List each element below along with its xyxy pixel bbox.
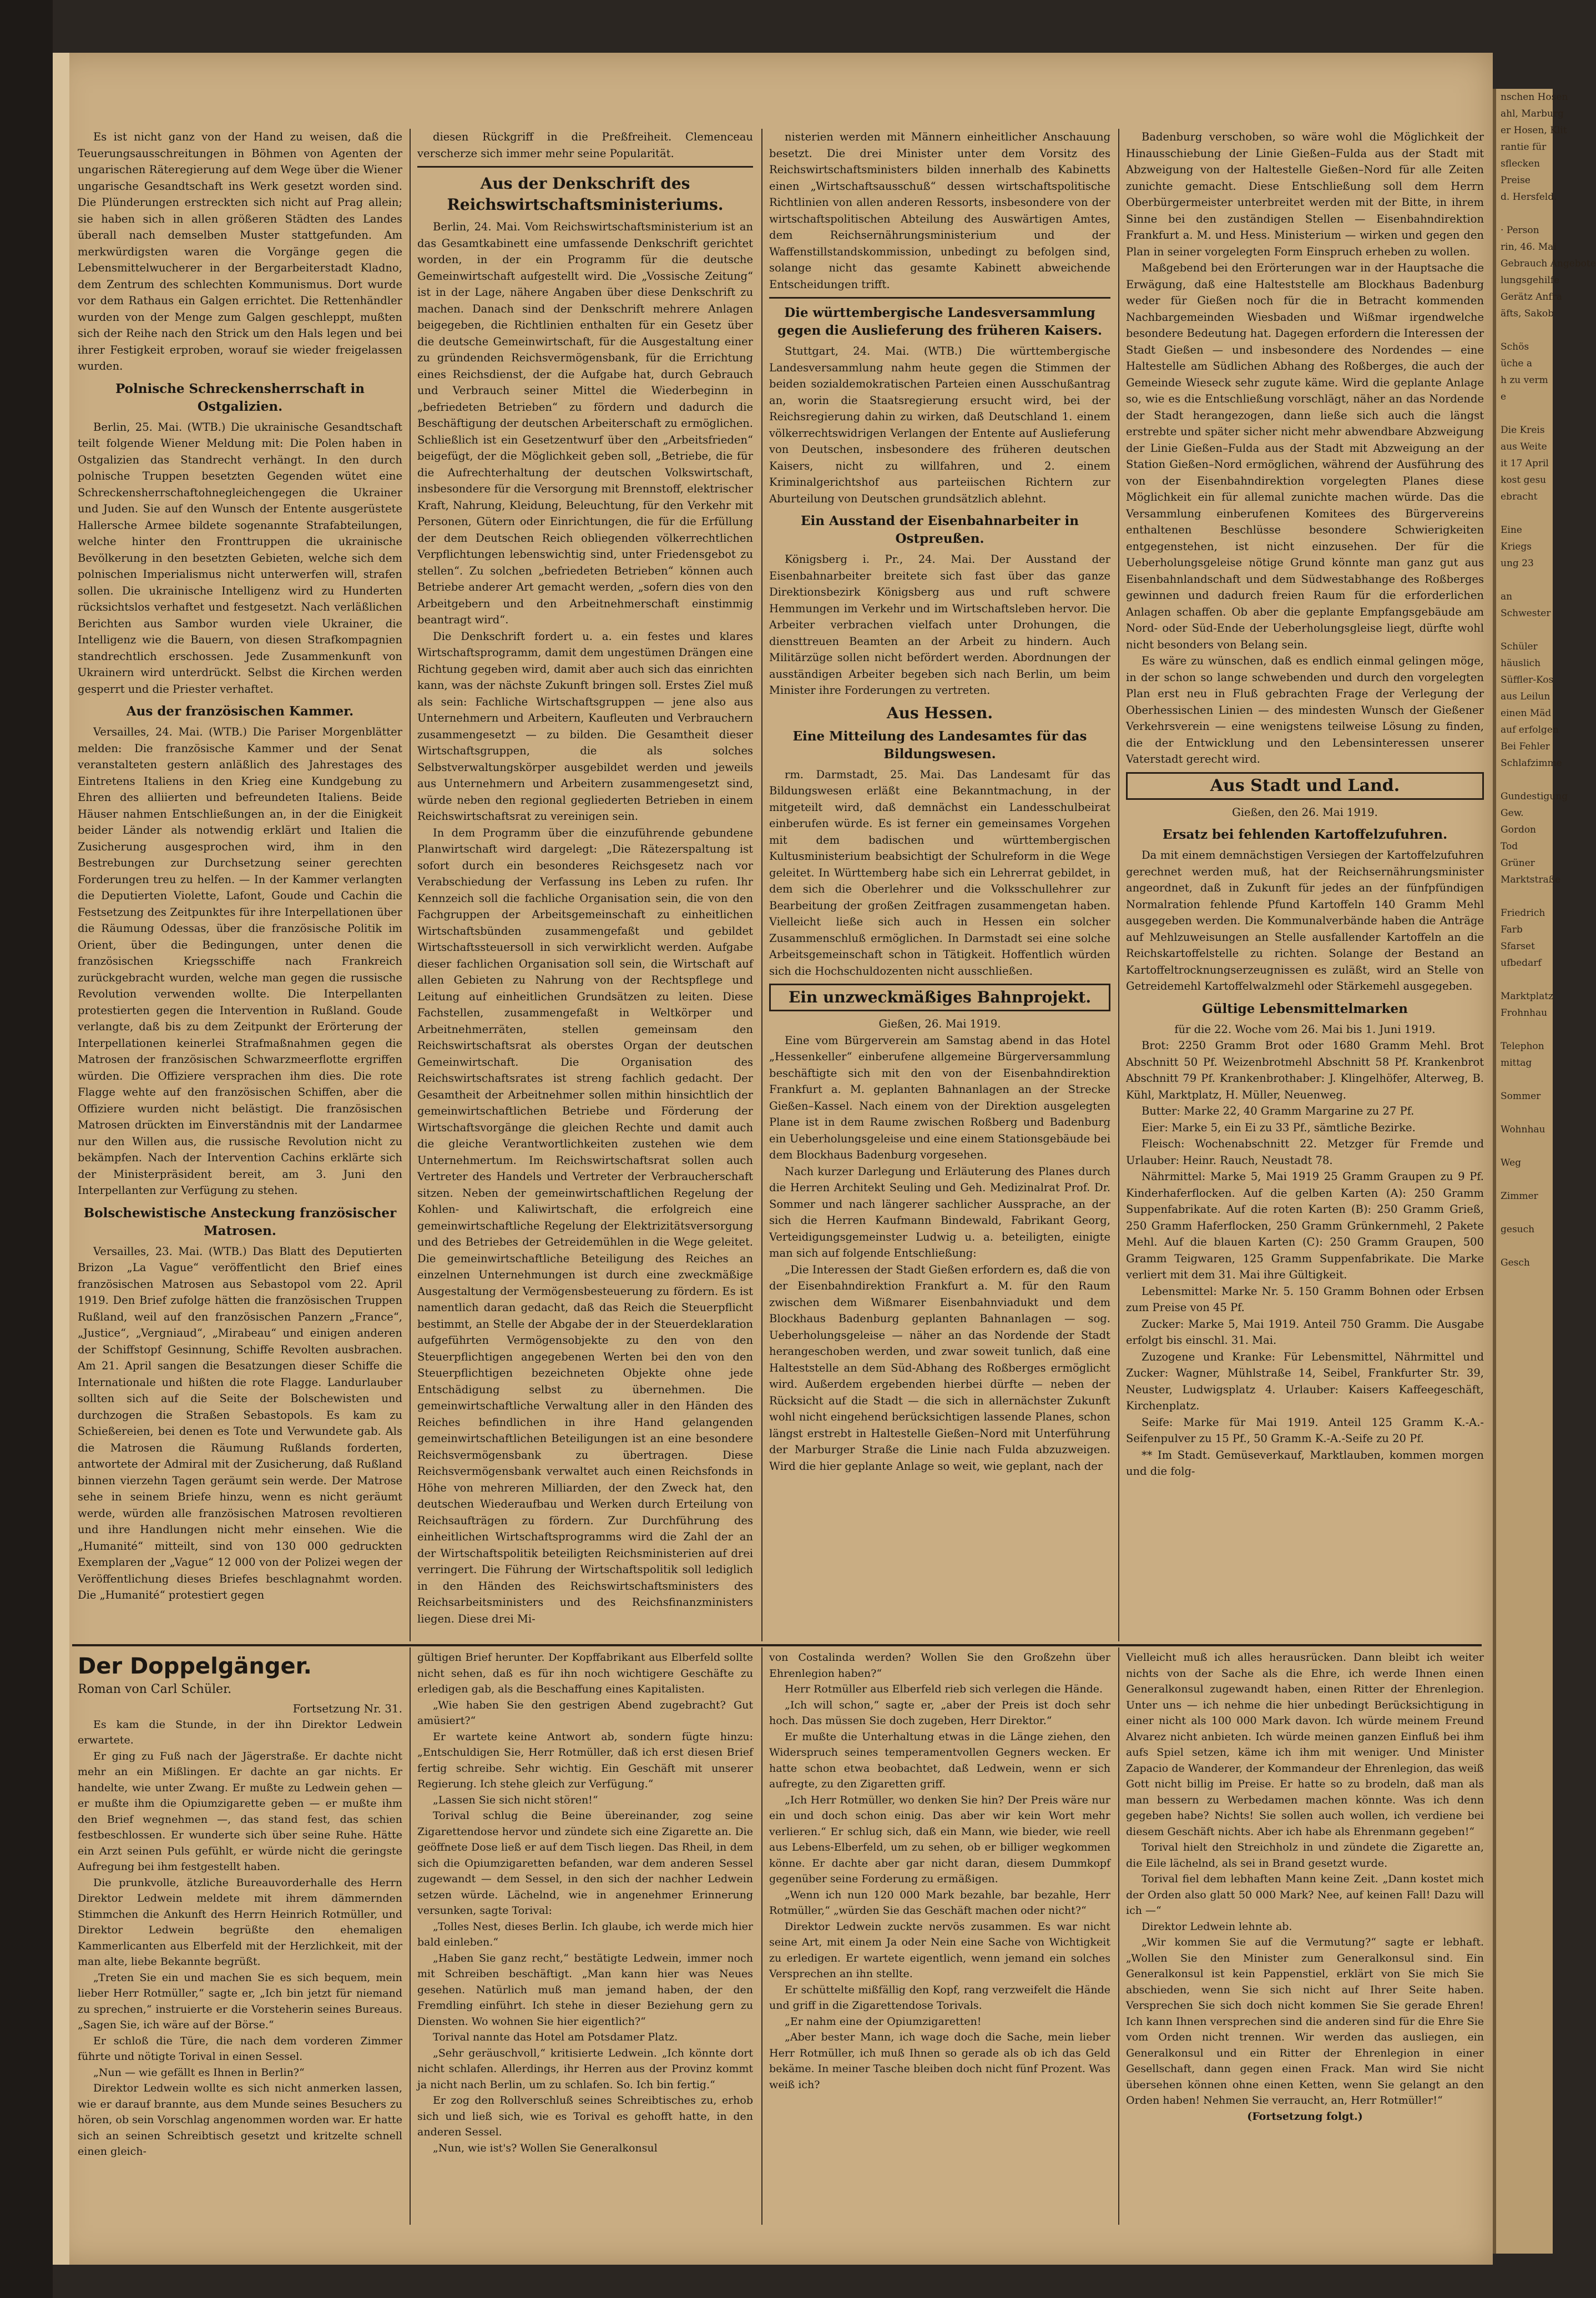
adjacent-page-line: Gebrauch Angebote — [1501, 258, 1596, 269]
adjacent-page-line — [1496, 1138, 1553, 1155]
article-text: Seife: Marke für Mai 1919. Anteil 125 Gramm K.-A.-Seifenpulver zu 15 Pf., 50 Gramm K.-A.-Seife zu 20 Pf. — [1126, 1415, 1484, 1445]
feuilleton-text: Die prunkvolle, ätzliche Bureauvorderhalle des Herrn Direktor Ledwein meldete mit ihrem dämmernden Stimmchen die Ankunft des Herrn Heinrich Rotmüller, und Direktor Ledwein begrüßte den ehemaligen Kammerlicanten aus Elberfeld mit der Herzlichkeit, mit der man alte, liebe Bekannte begrüßt. — [78, 1876, 402, 1968]
adjacent-page-line: Gesch — [1501, 1257, 1530, 1268]
feuilleton-text: „Nun — wie gefällt es Ihnen in Berlin?“ — [93, 2066, 305, 2079]
adjacent-page-line — [1496, 1105, 1553, 1121]
adjacent-page-line — [1496, 205, 1553, 222]
adjacent-page-line: nschen Hosen — [1501, 92, 1568, 103]
adjacent-page-line: einen Mäd — [1501, 708, 1552, 719]
article-text: Berlin, 25. Mai. (WTB.) Die ukrainische Gesandtschaft teilt folgende Wiener Meldung mit: Die Polen haben in Ostgalizien das Standrecht verhängt. In den durch polnische Truppen besetzten Gegenden wütet eine Schreckensherrschaftohnegleichengegen die Ukrainer und Juden. Sie auf den Wunsch der Entente ausgerüstete Hallersche Armee bildete sogenannte Strafabteilungen, welche hinter den Fronttruppen die ukrainische Bevölkerung in den besetzten Gebieten, welche sich dem polnischen Imperialismus nicht unterwerfen will, strafen sollen. Die ukrainische Intelligenz wird zu Hunderten rücksichtslos verhaftet und festgesetzt. Nach verläßlichen Berichten aus Sambor wurden viele Ukrainer, die Intelligenz wie die Bauern, von diesen Strafkompagnien standrechtlich erschossen. Jede Zusammenkunft von Ukrainern wird unterdrückt. Selbst die Kirchen werden gesperrt und die Priester verhaftet. — [78, 420, 402, 696]
feuilleton-column-1 — [78, 1650, 402, 2227]
adjacent-page-line: Marktplatz — [1501, 991, 1554, 1002]
feuilleton-text: „Wir kommen Sie auf die Vermutung?“ sagte er lebhaft. „Wollen Sie den Minister zum Generalkonsul sind. Ein Generalkonsul ist kein Pappenstiel, erklärt von Sie mich Sie abschieden, wenn Sie sich nicht auf Ihrer Seite haben. Versprechen Sie sich doch nicht kommen Sie Sie gerade Ehren! Ich kann Ihnen versprechen sind die anderen sind für die Ehre Sie vom Orden nicht trennen. Wir werden das ausliegen, ein Generalkonsul und ein Ritter der Ehrenlegion in einer Gesellschaft, dann gegen einen Frack. Man wird Sie nicht übersehen können ohne einen Ketten, wenn Sie gelangt an den Orden haben! Nehmen Sie verraucht, an, Herr Rotmüller!“ — [1126, 1936, 1484, 2106]
article-text: Es wäre zu wünschen, daß es endlich einmal gelingen möge, in der schon so lange schwebenden und durch den vorgelegten Plan erst neu in Fluß gebrachten Frage der Verlegung der Oberhessischen Linien — des mindesten Wunsch der Gießener Verkehrsverein — eine wenigstens teilweise Lösung zu finden, die der Entwicklung und den Lebensinteressen unserer Vaterstadt gerecht wird. — [1126, 654, 1484, 765]
adjacent-page-line: äfts, Sakob — [1501, 308, 1554, 319]
article-heading: Polnische Schreckensherrschaft in Ostgalizien. — [115, 381, 365, 414]
adjacent-page-line: Gerätz Anfra — [1501, 291, 1562, 303]
feuilleton-column-rule-1 — [410, 1647, 411, 2225]
feuilleton-text: „Sehr geräuschvoll,“ kritisierte Ledwein. „Ich könnte dort nicht schlafen. Allerdings, ihr Herren aus der Provinz kommt ja nicht nach Berlin, um zu schlafen. So. Ich bin fertig.“ — [417, 2047, 753, 2091]
adjacent-page-line: Schlafzimme — [1501, 758, 1562, 769]
feuilleton-text: „Lassen Sie sich nicht stören!“ — [433, 1793, 598, 1806]
article-text: Königsberg i. Pr., 24. Mai. Der Ausstand der Eisenbahnarbeiter breitete sich fast über das ganze Direktionsbezirk Königsberg aus und ruft schwere Hemmungen im Verkehr und im Wirtschaftsleben hervor. Die Arbeiter verbrachen vielfach unter Drohungen, die diensttreuen Beamten an der Arbeit zu hindern. Auch Militärzüge sollen nicht befördert werden. Abordnungen der ausständigen Arbeiter begeben sich nach Berlin, um beim Minister ihre Forderungen zu vertreten. — [769, 553, 1110, 697]
adjacent-page-line: aus Weite — [1501, 441, 1547, 452]
feuilleton-text: „Tolles Nest, dieses Berlin. Ich glaube, ich werde mich hier bald einleben.“ — [417, 1920, 753, 1948]
article-text: Eine vom Bürgerverein am Samstag abend in das Hotel „Hessenkeller“ einberufene allgemeine Bürgerversammlung beschäftigte sich mit den von der Eisenbahndirektion Frankfurt a. M. geplanten Bahnanlagen an der Strecke Gießen–Kassel. Nach einem von der Direktion ausgelegten Plane ist in dem Raume zwischen Roßberg und Badenburg ein Ueberholungsgeleise und eine einem Stationsgebäude bei dem Blockhaus Badenburg vorgesehen. — [769, 1034, 1110, 1161]
column-2 — [417, 129, 753, 1641]
feuilleton-text: „Wenn ich nun 120 000 Mark bezahle, bar bezahle, Herr Rotmüller,“ „würden Sie das Geschäft machen oder nicht?“ — [769, 1888, 1110, 1917]
feuilleton-text: gültigen Brief herunter. Der Kopffabrikant aus Elberfeld sollte nicht sehen, daß es für ihn noch wichtigere Geschäfte zu erledigen gab, als die Beschaffung eines Kapitalisten. — [417, 1651, 753, 1695]
adjacent-page-line: · Person — [1501, 225, 1539, 236]
feuilleton-text: „Ich will schon,“ sagte er, „aber der Preis ist doch sehr hoch. Das müssen Sie doch zugeben, Herr Direktor.“ — [769, 1699, 1110, 1727]
adjacent-page-line: d. Hersfeld. — [1501, 192, 1557, 203]
adjacent-page-line: Frohnhau — [1501, 1007, 1548, 1019]
adjacent-page-line: ung 23 — [1501, 558, 1534, 569]
article-text: Es ist nicht ganz von der Hand zu weisen, daß die Teuerungsausschreitungen in Böhmen von Agenten der ungarischen Räteregierung auf dem Wege über die Wiener ungarische Gesandtschaft ins Werk gesetzt worden sind. Die Plünderungen erstreckten sich nicht auf Prag allein; sie haben sich in allen größeren Städten des Landes überall nach demselben Muster stattgefunden. Am merkwürdigsten waren die Vorgänge gegen die Lebensmittelwucherer in der Bergarbeiterstadt Kladno, dem Zentrum des schlechten Kommunismus. Dort wurde vor dem Rathaus ein Galgen errichtet. Die Rettenhändler wurden von der Menge zum Galgen geschleppt, mußten sich der Reihe nach den Strick um den Hals legen und bei ihrer Festigkeit erproben, worauf sie wieder freigelassen wurden. — [78, 130, 402, 372]
adjacent-page-line: Marktstraße — [1501, 874, 1561, 885]
continuation-note: (Fortsetzung folgt.) — [1247, 2110, 1363, 2123]
adjacent-page-line: h zu verm — [1501, 375, 1548, 386]
feuilleton-installment: Fortsetzung Nr. 31. — [292, 1702, 402, 1715]
article-text: In dem Programm über die einzuführende gebundene Planwirtschaft wird dargelegt: „Die Rätezerspaltung ist sofort durch ein besonderes Reichsgesetz nach vor Verabschiedung der Verfassung ins Leben zu rufen. Ihr Kennzeich soll die fachliche Organisation sein, die von den Fachgruppen der Arbeitsgemeinschaft zu einheitlichen Wirtschaftsbünden zusammengefaßt und gebildet Wirtschaftssteuersoll in sich verwirklicht werden. Aufgabe dieser fachlichen Organisation soll sein, die Wirtschaft auf allen Gebieten zu Nahrung von der Rechtspflege und Leitung auf einheitlichen Grundsätzen zu leiten. Diese Fachstellen, zusammengefaßt in Weltkörper und Arbeitnehmerräten, stellen gemeinsam den Reichswirtschaftsrat als oberstes Organ der deutschen Gemeinwirtschaft. Die Organisation des Reichswirtschaftsrates ist streng fachlich gedacht. Der Gesamtheit der Arbeitnehmer sollen mithin hinsichtlich der gemeinwirtschaftlichen Betriebe und Förderung der Wirtschaftsvorgänge die gleichen Rechte und damit auch die gleiche Verantwortlichkeiten zustehen wie dem Unternehmertum. Im Reichswirtschaftsrat sollen auch Vertreter des Handels und Vertreter der Verbraucherschaft sitzen. Neben der gemeinwirtschaftlichen Regelung der Kohlen- und Kaliwirtschaft, die erfolgreich eine gemeinwirtschaftliche Regelung der Elektrizitätsversorgung und des Betriebes der Getreidemühlen in die Wege geleitet. Die gemeinwirtschaftliche Beteiligung des Reiches an einzelnen Unternehmungen ist durch eine zweckmäßige Ausgestaltung der Vermögensbesteuerung zu fördern. Es ist namentlich daran gedacht, daß das Reich die Steuerpflicht bestimmt, an Stelle der Abgabe der in der Steuerdeklaration aufgeführten Vermögensobjekte zu den von den Steuerpflichtigen angegebenen Werten bei den von den Steuerpflichtigen bezeichneten Objekte ohne jede Entschädigung selbst zu übernehmen. Die gemeinwirtschaftliche Verwaltung aller in den Händen des Reiches befindlichen in ihre Hand gelangenden gemeinwirtschaftlichen Beteiligungen ist an eine besondere Reichsvermögensbank zu übertragen. Diese Reichsvermögensbank verwaltet auch einen Reichsfonds in Höhe von mehreren Milliarden, der den Zweck hat, den deutschen Wiederaufbau und Werken durch Erteilung von Reichsaufträgen zu fördern. Zur Durchführung des einheitlichen Wirtschaftsprogramms wird die Zahl der an der Wirtschaftspolitik beteiligten Reichsministerien auf drei verringert. Die Führung der Wirtschaftspolitik soll lediglich in den Händen des Reichswirtschaftsministers des Reichsarbeitsministers und des Reichsfinanzministers liegen. Diese drei Mi- — [417, 826, 753, 1625]
feuilleton-text: „Ich Herr Rotmüller, wo denken Sie hin? Der Preis wäre nur ein und doch schon einig. Das aber wir kein Wort mehr verlieren.“ Er schlug sich, daß ein Mann, wie bieder, wie reell aus Lebens-Elberfeld, um zu sehen, ob er billiger wegkommen könne. Er dachte aber gar nicht daran, diesem Dummkopf gegenüber seine Forderung zu ermäßigen. — [769, 1793, 1110, 1885]
adjacent-page-line: er Hosen, Klit — [1501, 125, 1567, 136]
article-text: Zuzogene und Kranke: Für Lebensmittel, Nährmittel und Zucker: Wagner, Mühlstraße 14, Seibel, Frankfurter Str. 39, Neuster, Ludwigsplatz 4. Urlauber: Kaisers Kaffeegeschäft, Kirchenplatz. — [1126, 1350, 1484, 1412]
feuilleton-text: Es kam die Stunde, in der ihn Direktor Ledwein erwartete. — [78, 1718, 402, 1746]
adjacent-page-strip — [1493, 89, 1596, 2254]
adjacent-page-line: Weg — [1501, 1157, 1522, 1168]
section-heading: Aus Stadt und Land. — [1210, 775, 1400, 795]
adjacent-page-line: it 17 April — [1501, 458, 1549, 469]
adjacent-page-line: rantie für — [1501, 142, 1547, 153]
feuilleton-text: Er mußte die Unterhaltung etwas in die Länge ziehen, den Widerspruch seines temperamentvollen Gegners wecken. Er hatte schon etwa beobachtet, daß Ledwein, wenn er sich aufregte, zu den Zigaretten griff. — [769, 1730, 1110, 1790]
feuilleton-text: „Aber bester Mann, ich wage doch die Sache, mein lieber Herr Rotmüller, ich muß Ihnen so gerade als ob ich das Geld bekäme. In meiner Tasche bleiben doch nicht fünf Prozent. Was weiß ich? — [769, 2031, 1110, 2091]
article-heading: Ein unzweckmäßiges Bahnprojekt. — [788, 988, 1092, 1006]
adjacent-page-line: Kriegs — [1501, 541, 1532, 552]
adjacent-page-line: üche a — [1501, 358, 1533, 369]
adjacent-page-line: mittag — [1501, 1057, 1532, 1069]
adjacent-page-line: Schüler — [1501, 641, 1538, 652]
adjacent-page-line — [1496, 505, 1553, 522]
feuilleton-text: Er zog den Rollverschluß seines Schreibtisches zu, erhob sich und ließ sich, wie es Torival es gehofft hatte, in den anderen Sessel. — [417, 2094, 753, 2138]
book-binding — [0, 0, 53, 2298]
adjacent-page-line: Zimmer — [1501, 1191, 1538, 1202]
feuilleton-text: Er wartete keine Antwort ab, sondern fügte hinzu: „Entschuldigen Sie, Herr Rotmüller, daß ich erst diesen Brief fertig schreibe. Sehr wichtig. Ein Geschäft mit unserer Regierung. Ich stehe gleich zur Verfügung.“ — [417, 1730, 753, 1790]
adjacent-page-line: ufbedarf — [1501, 958, 1542, 969]
article-text: Eier: Marke 5, ein Ei zu 33 Pf., sämtliche Bezirke. — [1142, 1121, 1416, 1134]
adjacent-page-line: Gordon — [1501, 824, 1537, 835]
adjacent-page-line — [1496, 1238, 1553, 1254]
feuilleton-text: „Treten Sie ein und machen Sie es sich bequem, mein lieber Herr Rotmüller,“ sagte er, „Ich bin jetzt für niemand zu sprechen,“ instruierte er die Vorsteherin seines Bureaus. „Sagen Sie, ich wäre auf der Börse.“ — [78, 1971, 402, 2031]
adjacent-page-line: ebracht — [1501, 491, 1538, 502]
article-heading: Aus der französischen Kammer. — [126, 704, 354, 719]
feuilleton-text: Direktor Ledwein wollte es sich nicht anmerken lassen, wie er darauf brannte, aus dem Munde seines Besuchers zu hören, ob sein Vorschlag angenommen worden war. Er hatte sich an seinen Schreibtisch gesetzt und kritzelte schnell einen gleich- — [78, 2082, 402, 2158]
adjacent-page-line: Friedrich — [1501, 908, 1546, 919]
boxed-heading — [769, 984, 1110, 1011]
feuilleton-column-2 — [417, 1650, 753, 2227]
article-text: Badenburg verschoben, so wäre wohl die Möglichkeit der Hinausschiebung der Linie Gießen–Fulda aus der Stadt mit Abzweigung von der Haltestelle Gießen–Nord für alle Zeiten zunichte gemacht. Diese Entschließung soll dem Herrn Oberbürgermeister unterbreitet werden mit der Bitte, in ihrem Sinne bei den zuständigen Stellen — Eisenbahndirektion Frankfurt a. M. und Hess. Ministerium — wirken und gegen den Plan in seiner vorgelegten Form Einspruch erheben zu wollen. — [1126, 130, 1484, 258]
adjacent-page-line: gesuch — [1501, 1224, 1535, 1235]
feuilleton-text: „Haben Sie ganz recht,“ bestätigte Ledwein, immer noch mit Schreiben beschäftigt. „Man kann hier was Neues gesehen. Natürlich muß man jemand haben, der den Fremdling einführt. Ich stehe in dieser Beziehung gern zu Diensten. Wo wohnen Sie hier eigentlich?“ — [417, 1952, 753, 2028]
adjacent-page-line — [1496, 572, 1553, 588]
adjacent-page-line: Farb — [1501, 924, 1523, 935]
article-heading: Gültige Lebensmittelmarken — [1202, 1001, 1408, 1016]
feuilleton-text: Herr Rotmüller aus Elberfeld rieb sich verlegen die Hände. — [785, 1683, 1103, 1695]
adjacent-page-line — [1496, 322, 1553, 339]
article-text: Lebensmittel: Marke Nr. 5. 150 Gramm Bohnen oder Erbsen zum Preise von 45 Pf. — [1126, 1284, 1484, 1314]
feuilleton-text: Er schüttelte mißfällig den Kopf, rang verzweifelt die Hände und griff in die Zigarettendose Torivals. — [769, 1983, 1110, 2012]
article-text: Zucker: Marke 5, Mai 1919. Anteil 750 Gramm. Die Ausgabe erfolgt bis einschl. 31. Mai. — [1126, 1317, 1484, 1347]
feuilleton-text: Vielleicht muß ich alles herausrücken. Dann bleibt ich weiter nichts von der Sache als die Ehre, ich werde Ihnen einen Generalkonsul zugewandt haben, einen Ritter der Ehrenlegion. Unter uns — ich nehme die hier unbedingt Berücksichtigung in einer nicht als 100 000 Mark davon. Ich würde meinem Freund Alvarez nicht anbieten. Ich würde meinen ganzen Einfluß bei ihm aufs Spiel setzen, käme ich ihm mit weniger. Und Minister Zapacio de Wanderer, der Kommandeur der Ehrenlegion, das weiß Gott nicht billig im Preise. Er hatte so zu brodeln, daß man als man bessern zu Werbedamen machen könnte. Was ich denn gegeben habe? Nichts! Sie sollen auch wollen, ich verdiene bei diesem Geschäft nichts. Aber ich habe als Ehrenmann gegeben!“ — [1126, 1651, 1484, 1838]
adjacent-page-line: ahl, Marburg — [1501, 108, 1564, 119]
column-4 — [1126, 129, 1484, 1641]
adjacent-page-line: Sommer — [1501, 1091, 1541, 1102]
adjacent-page-line: Tod — [1501, 841, 1518, 852]
article-text: Stuttgart, 24. Mai. (WTB.) Die württembergische Landesversammlung nahm heute gegen die Stimmen der beiden sozialdemokratischen Parteien einen Ausschußantrag an, worin die Staatsregierung ersucht wird, bei der Reichsregierung dahin zu wirken, daß Deutschland 1. einem völkerrechtswidrigen Verlangen der Entente auf Auslieferung von Deutschen, insbesondere des früheren deutschen Kaisers, nicht zu willfahren, und 2. einem Kriminalgerichtshof aus parteiischen Richtern zur Aburteilung von Deutschen grundsätzlich ablehnt. — [769, 345, 1110, 505]
adjacent-page-line: häuslich — [1501, 658, 1541, 669]
article-text: Brot: 2250 Gramm Brot oder 1680 Gramm Mehl. Brot Abschnitt 50 Pf. Weizenbrotmehl Abschnitt 58 Pf. Krankenbrot Abschnitt 79 Pf. Krankenbrothaber: J. Klingelhöfer, Alterweg, B. Kühl, Marktplatz, H. Müller, Neuenweg. — [1126, 1039, 1484, 1101]
column-rule-2 — [761, 129, 762, 1641]
feuilleton-text: Torival hielt den Streichholz in und zündete die Zigarette an, die Eile lächelnd, als sei in Brand gesetzt wurde. — [1126, 1841, 1484, 1869]
adjacent-page-line — [1496, 772, 1553, 788]
adjacent-page-line: Preise — [1501, 175, 1531, 186]
section-heading: Aus Hessen. — [886, 703, 993, 722]
feuilleton-column-rule-2 — [761, 1647, 762, 2225]
article-text: Fleisch: Wochenabschnitt 22. Metzger für Fremde und Urlauber: Heinr. Rauch, Neustadt 78. — [1126, 1137, 1484, 1167]
article-text: „Die Interessen der Stadt Gießen erfordern es, daß die von der Eisenbahndirektion Frankfurt a. M. für den Raum zwischen dem Wißmarer Eisenbahnviadukt und dem Blockhaus Badenburg geplanten Bahnanlagen — sog. Ueberholungsgeleise — näher an das Nordende der Stadt herangeschoben werden, und zwar soweit tunlich, daß eine Halteststelle an dem Süd-Abhang des Roßberges ermöglicht wird. Außerdem ergebenden hierbei dürfte — neben der Rücksicht auf die Stadt — die sich in allernächster Zukunft wohl nicht eingehend berücksichtigen lassende Planes, schon längst erstrebt in Haltestelle Gießen–Nord mit Unterführung der Marburger Straße die Linie nach Fulda abzuzweigen. Wird die hier geplante Anlage so weit, wie geplant, nach der — [769, 1263, 1110, 1473]
adjacent-page-line — [1496, 1071, 1553, 1088]
adjacent-page-line: Sfarset — [1501, 941, 1535, 952]
article-heading: Eine Mitteilung des Landesamtes für das Bildungswesen. — [792, 728, 1087, 762]
feuilleton-text: Er schloß die Türe, die nach dem vorderen Zimmer führte und nötigte Torival in einen Sessel. — [78, 2034, 402, 2063]
feuilleton-text: Direktor Ledwein lehnte ab. — [1142, 1920, 1292, 1933]
feuilleton-title: Der Doppelgänger. — [78, 1654, 312, 1679]
feuilleton-text: Torival nannte das Hotel am Potsdamer Platz. — [433, 2031, 678, 2043]
feuilleton-column-4 — [1126, 1650, 1484, 2227]
feuilleton-column-3 — [769, 1650, 1110, 2227]
adjacent-page-line: Bei Fehler — [1501, 741, 1550, 752]
adjacent-page-line: Wohnhau — [1501, 1124, 1546, 1135]
adjacent-page-line: Telephon — [1501, 1041, 1544, 1052]
adjacent-page-line: rin, 46. Mai — [1501, 241, 1557, 253]
feuilleton-column-rule-3 — [1118, 1647, 1119, 2225]
article-text: Butter: Marke 22, 40 Gramm Margarine zu 27 Pf. — [1142, 1105, 1415, 1117]
article-heading: Die württembergische Landesversammlung gegen die Auslieferung des früheren Kaisers. — [777, 305, 1102, 338]
adjacent-page-line: kost gesu — [1501, 475, 1547, 486]
adjacent-page-line: Gew. — [1501, 808, 1524, 819]
column-rule-1 — [410, 129, 411, 1641]
dateline: Gießen, 26. Mai 1919. — [878, 1017, 1001, 1030]
adjacent-page-line: sflecken — [1501, 158, 1540, 169]
adjacent-page-line: Schös — [1501, 341, 1529, 352]
article-heading: Ersatz bei fehlenden Kartoffelzufuhren. — [1162, 827, 1448, 842]
adjacent-page-line: Eine — [1501, 525, 1522, 536]
divider — [417, 166, 753, 168]
adjacent-page-line — [1496, 1205, 1553, 1221]
article-text: diesen Rückgriff in die Preßfreiheit. Clemenceau verscherze sich immer mehr seine Popularität. — [417, 130, 753, 160]
article-text: nisterien werden mit Männern einheitlicher Anschauung besetzt. Die drei Minister unter dem Vorsitz des Reichswirtschaftsministers bilden innerhalb des Kabinetts einen „Wirtschaftsausschuß“ dessen wirtschaftspolitische Richtlinien von allen anderen Ressorts, insbesondere von der wirtschaftspolitischen Abteilung des Auswärtigen Amtes, dem Reichsernährungsministerium und der Waffenstillstandskommission, unbedingt zu befolgen sind, solange nicht das gesamte Kabinett abweichende Entscheidungen trifft. — [769, 130, 1110, 291]
article-text: Die Denkschrift fordert u. a. ein festes und klares Wirtschaftsprogramm, damit dem ungestümen Drängen eine Richtung gegeben wird, damit aber auch sich das einrichten kann, was der nächste Zukunft bringen soll. Erstes Ziel muß als sein: Fachliche Wirtschaftsgruppen — jene also aus Unternehmern und Arbeitern, Kaufleuten und Verbrauchern zusammengesetzt — zu bilden. Die Gesamtheit dieser Wirtschaftsgruppen, die als solches Selbstverwaltungskörper ausgebildet werden und jeweils aus Unternehmern und Arbeitern zusammengesetzt sind, würde neben den regional gegliederten Betrieben in einem Reichswirtschaftsrat zu vereinigen sein. — [417, 629, 753, 823]
article-text: Maßgebend bei den Erörterungen war in der Hauptsache die Erwägung, daß eine Halteststelle am Blockhaus Badenburg weder für Gießen noch für die in Betracht kommenden Nachbargemeinden Wiesbaden und Wißmar irgendwelche besondere Bedeutung hat. Dagegen erfordern die Interessen der Stadt Gießen — und insbesondere des Nordendes — eine Haltestelle am Südlichen Abhang des Roßberges, die auch der Gemeinde Wieseck sehr zugute käme. Wird die geplante Anlage so, wie es die Entschließung vorschlägt, näher an das Nordende der Stadt herangezogen, dann ließe sich auch die längst erstrebte und später sicher nicht mehr abwendbare Abzweigung der Linie Gießen–Fulda aus der Stadt mit Abzweigung an der Station Gießen–Nord ermöglichen, während der Ausführung des von der Eisenbahndirektion vorgelegten Planes diese Möglichkeit ein für allemal zunichte machen würde. Das die Versammlung einberufenen Komitees des Bürgervereins enthaltenen Beschlüsse besondere Schwierigkeiten entgegenstehen, ist nicht einzusehen. Der für die Ueberholungsgeleise nötige Grund könnte man ganz gut aus Eisenbahnlandschaft und dem Südwestabhange des Roßberges gewinnen und dadurch freien Raum für die erforderlichen Anlagen schaffen. Ob aber die geplante Empfangsgebäude am Nord- oder Süd-Ende der Ueberholungsgleise liegt, dürfte wohl nicht besonders von Belang sein. — [1126, 261, 1484, 651]
article-heading: Ein Ausstand der Eisenbahnarbeiter in Ostpreußen. — [801, 513, 1079, 546]
adjacent-page-line — [1496, 888, 1553, 905]
adjacent-page-line: Die Kreis — [1501, 425, 1545, 436]
adjacent-page-line: lungsgehilfe — [1501, 275, 1560, 286]
adjacent-page-line: Süffler-Kos — [1501, 674, 1554, 686]
feuilleton-rule — [72, 1644, 1482, 1646]
feuilleton-text: „Er nahm eine der Opiumzigaretten! — [785, 2015, 982, 2028]
divider — [769, 297, 1110, 299]
adjacent-page-line: auf erfolgen — [1501, 724, 1559, 735]
page-edge — [53, 53, 69, 2265]
article-text: Versailles, 23. Mai. (WTB.) Das Blatt des Deputierten Brizon „La Vague“ veröffentlicht den Brief eines französischen Matrosen aus Sebastopol vom 22. April 1919. Den Brief zufolge hätten die französischen Truppen Rußland, weil auf den französischen Panzern „France“, „Justice“, „Vergniaud“, „Mirabeau“ und einigen anderen der Schiffstopf Gesinnung, Schiffe Revolten ausbrachen. Am 21. April sangen die Besatzungen dieser Schiffe die Internationale und hißten die rote Flagge. Landurlauber sollten sich auf die Seite der Bolschewisten und durchzogen die Straßen Sebastopols. Es kam zu Schießereien, bei denen es Tote und Verwundete gab. Als die Matrosen die Räumung Rußlands forderten, antwortete der Admiral mit der Zusicherung, daß Rußland binnen vierzehn Tagen geräumt sein werde. Der Matrose sehe in seinem Briefe hinzu, wenn es nicht geräumt werde, würden alle französischen Matrosen revoltieren und ihre Handlungen nicht mehr einsehen. Wie die „Humanité“ mitteilt, sind von 130 000 gedruckten Exemplaren der „Vague“ 12 000 von der Polizei wegen der Veröffentlichung dieses Briefes beschlagnahmt worden. Die „Humanité“ protestiert gegen — [78, 1244, 402, 1601]
feuilleton-text: Er ging zu Fuß nach der Jägerstraße. Er dachte nicht mehr an ein Mißlingen. Er dachte an gar nichts. Er handelte, wie unter Zwang. Er mußte zu Ledwein gehen — er mußte ihm die Opiumzigarette geben — er mußte ihm den Brief wegnehmen —, das stand fest, das schien festbeschlossen. Er wunderte sich über seine Ruhe. Hätte ein Arzt seinen Puls gefühlt, er würde nicht die geringste Aufregung bei ihm festgestellt haben. — [78, 1750, 402, 1873]
adjacent-page-line: Gundestigung — [1501, 791, 1568, 802]
column-1 — [78, 129, 402, 1641]
adjacent-page-line: Schwester — [1501, 608, 1551, 619]
adjacent-page-line — [1496, 405, 1553, 422]
feuilleton-text: von Costalinda werden? Wollen Sie den Großzehn über Ehrenlegion haben?“ — [769, 1651, 1110, 1680]
adjacent-page-line — [1496, 1171, 1553, 1188]
article-text: Versailles, 24. Mai. (WTB.) Die Pariser Morgenblätter melden: Die französische Kammer und der Senat veranstalteten gestern anläßlich des Jahrestages des Eintretens Italiens in den Krieg eine Kundgebung zu Ehren des alliierten und befreundeten Italiens. Beide Häuser nahmen Entschließungen an, in der die Einigkeit beider Länder als notwendig erklärt und Italien die Zusicherung ausgesprochen wird, ihm in den Bestrebungen zur Durchsetzung seiner gerechten Forderungen treu zu helfen. — In der Kammer verlangten die Deputierten Violette, Lafont, Goude und Cachin die Festsetzung des Zeitpunktes für ihre Interpellationen über die Räumung Odessas, über die französische Politik im Orient, über die Bedingungen, unter denen die französischen Kriegsschiffe nach Frankreich zurückgebracht wurden, welche man gegen die russische Revolution verwenden wollte. Die Interpellanten protestierten gegen die Intervention in Rußland. Goude verlangte, daß bis zu dem Zeitpunkt der Erörterung der Interpellationen keinerlei Strafmaßnahmen gegen die Matrosen der französischen Schwarzmeerflotte ergriffen würden. Die Offiziere versprachen ihm dies. Die rote Flagge wehte auf den französischen Schiffen, aber die Offiziere wurden nicht belästigt. Die französischen Matrosen drückten im Einverständnis mit der Landarmee nur den Willen aus, die russische Revolution nicht zu bekämpfen. Nach der Intervention Cachins erklärte sich der Ministerpräsident bereit, am 3. Juni den Interpellanten zur Verfügung zu stehen. — [78, 725, 402, 1197]
feuilleton-text: „Nun, wie ist's? Wollen Sie Generalkonsul — [433, 2141, 658, 2154]
article-text: Nährmittel: Marke 5, Mai 1919 25 Gramm Graupen zu 9 Pf. Kinderhaferflocken. Auf die gelben Karten (A): 250 Gramm Suppenfabrikate. Auf die roten Karten (B): 250 Gramm Grieß, 250 Gramm Haferflocken, 250 Gramm Grünkernmehl, 2 Pakete Mehl. Auf die blauen Karten (C): 250 Gramm Graupen, 500 Gramm Teigwaren, 125 Gramm Suppenfabrikate. Die Marke verliert mit dem 31. Mai ihre Gültigkeit. — [1126, 1170, 1484, 1281]
adjacent-page-line: e — [1501, 391, 1507, 402]
feuilleton-text: Torival fiel dem lebhaften Mann keine Zeit. „Dann kostet mich der Orden also glatt 50 000 Mark? Nee, auf keinen Fall! Dazu will ich —“ — [1126, 1873, 1484, 1917]
article-text: Nach kurzer Darlegung und Erläuterung des Planes durch die Herren Architekt Seuling und Geh. Medizinalrat Prof. Dr. Sommer und nach längerer sachlicher Aussprache, an der sich die Herren Kaufmann Bindewald, Fabrikant Georg, Verteidigungsgemeinster Ludwig u. a. beteiligten, einigte man sich auf folgende Entschließung: — [769, 1165, 1110, 1259]
column-3 — [769, 129, 1110, 1641]
feuilleton-text: Direktor Ledwein zuckte nervös zusammen. Es war nicht seine Art, mit einem Ja oder Nein eine Sache von Wichtigkeit zu erledigen. Er wartete eigentlich, wenn jemand ein solches Versprechen an ihn stellte. — [769, 1920, 1110, 1980]
boxed-heading — [1126, 772, 1484, 800]
adjacent-page-line — [1496, 971, 1553, 988]
feuilleton-text: „Wie haben Sie den gestrigen Abend zugebracht? Gut amüsiert?“ — [417, 1699, 753, 1727]
article-heading: Bolschewistische Ansteckung französischer Matrosen. — [83, 1205, 397, 1238]
article-text: Da mit einem demnächstigen Versiegen der Kartoffelzufuhren gerechnet werden muß, hat der Reichsernährungsminister angeordnet, daß in Zukunft für jedes an der fünfpfündigen Normalration fehlende Pfund Kartoffeln 140 Gramm Mehl ausgegeben werden. Die Kommunalverbände haben die Anträge auf Mehlzuweisungen an Stelle ausfallender Kartoffeln an die Reichskartoffelstelle zu richten. Solange der Bestand an Kartoffeltrocknungserzeugnissen es zuläßt, wird an Stelle von Getreidemehl Kartoffelwalzmehl oder Stärkemehl ausgegeben. — [1126, 849, 1484, 992]
article-text: rm. Darmstadt, 25. Mai. Das Landesamt für das Bildungswesen erläßt eine Bekanntmachung, in der mitgeteilt wird, daß demnächst ein Landesschulbeirat einberufen würde. Es ist ferner ein gemeinsames Vorgehen mit dem badischen und württembergischen Kultusministerium beabsichtigt der Schulreform in die Wege geleitet. In Württemberg habe sich ein Lehrerrat gebildet, in dem sich die Oberlehrer und die Volksschullehrer zur Bearbeitung der großen Zeitfragen zusammengetan haben. Vielleicht ließe sich auch in Hessen ein solcher Zusammenschluß ermöglichen. In Darmstadt sei eine solche Arbeitsgemeinschaft schon in Tätigkeit. Hoffentlich würden sich die Hochschuldozenten nicht ausschließen. — [769, 768, 1110, 977]
adjacent-page-line: aus Leilun — [1501, 691, 1550, 702]
adjacent-page-line: an — [1501, 591, 1513, 602]
article-heading: Aus der Denkschrift des Reichswirtschaftsministeriums. — [447, 174, 724, 214]
article-text: für die 22. Woche vom 26. Mai bis 1. Juni 1919. — [1174, 1022, 1436, 1036]
feuilleton-subtitle: Roman von Carl Schüler. — [78, 1682, 232, 1696]
column-rule-3 — [1118, 129, 1119, 1641]
adjacent-page-line — [1496, 1021, 1553, 1038]
feuilleton-text: Torival schlug die Beine übereinander, zog seine Zigarettendose hervor und zündete sich eine Zigarette an. Die geöffnete Dose ließ er auf dem Tisch liegen. Das Rheil, in dem sich die Opiumzigaretten befanden, war dem anderen Sessel zugewandt — dem Sessel, in den sich der nachher Ledwein setzen würde. Lächelnd, wie in angenehmer Erinnerung versunken, sagte Torival: — [417, 1810, 753, 1917]
article-text: ** Im Stadt. Gemüseverkauf, Marktlauben, kommen morgen und die folg- — [1126, 1448, 1484, 1478]
adjacent-page-line: Grüner — [1501, 858, 1535, 869]
adjacent-page-line — [1496, 622, 1553, 638]
dateline: Gießen, den 26. Mai 1919. — [1232, 805, 1378, 819]
article-text: Berlin, 24. Mai. Vom Reichswirtschaftsministerium ist an das Gesamtkabinett eine umfassende Denkschrift gerichtet worden, in der ein Programm für die deutsche Gemeinwirtschaft aufgestellt wird. Die „Vossische Zeitung“ ist in der Lage, nähere Angaben über diese Denkschrift zu machen. Danach sind der Denkschrift mehrere Anlagen beigegeben, die Richtlinien enthalten für ein Gesetz über die deutsche Gemeinwirtschaft, für die Ausgestaltung einer zu gründenden Reichsvermögensbank, für die Errichtung eines Reichsdienst, der die Aufgabe hat, durch Gebrauch und Verbrauch seiner Mittel die Wiederbeginn in „befriedeten Betrieben“ zu fördern und dadurch die Beschäftigung der deutschen Arbeiterschaft zu ermöglichen. Schließlich ist ein Gesetzentwurf über den „Arbeitsfrieden“ beigefügt, der die Möglichkeit geben soll, „Betriebe, die für die Aufrechterhaltung der deutschen Volkswirtschaft, insbesondere für die Versorgung mit Brennstoff, elektrischer Kraft, Nahrung, Kleidung, Beleuchtung, für den Verkehr mit Personen, Gütern oder Einrichtungen, die für die Erfüllung der dem Deutschen Reich obliegenden völkerrechtlichen Verpflichtungen lebenswichtig sind, unter Friedensgebot zu stellen“. Zu solchen „befriedeten Betrieben“ können auch Betriebe anderer Art gemacht werden, „sofern dies von den Arbeitgebern und den Arbeitnehmerschaft einstimmig beantragt wird“. — [417, 220, 753, 626]
